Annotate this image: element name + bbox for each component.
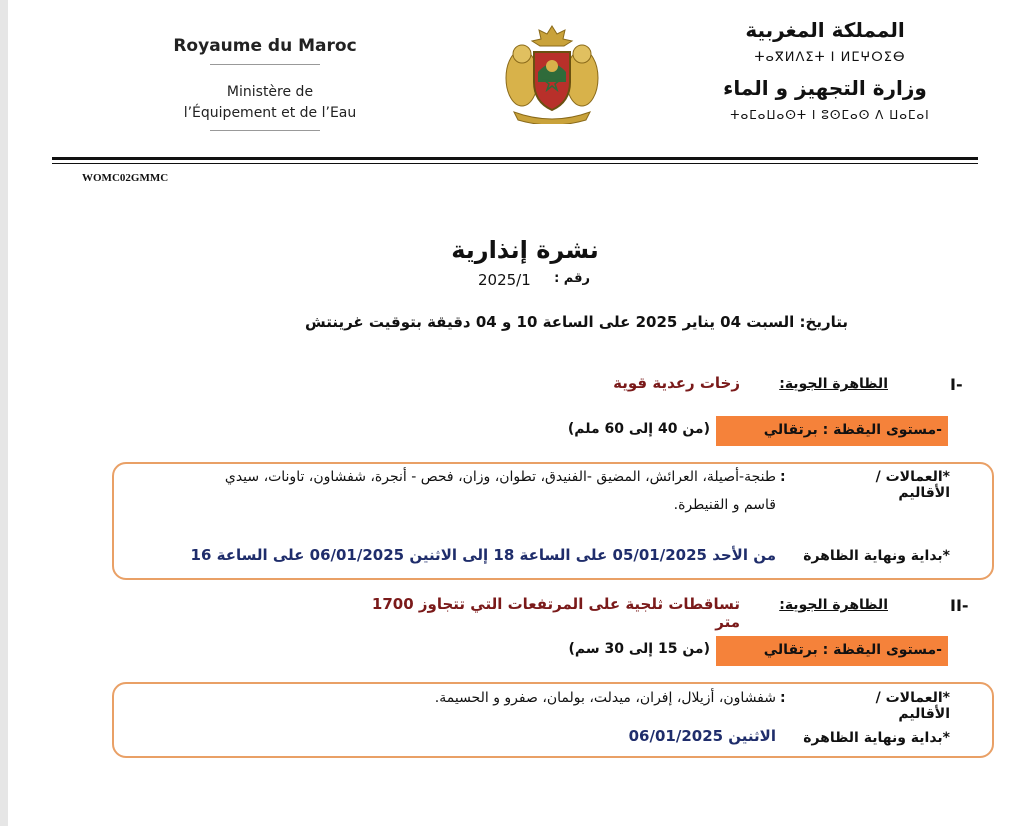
section-2-colon: :	[780, 690, 786, 706]
fr-country: Royaume du Maroc	[173, 36, 357, 56]
section-1-provinces-line1: طنجة-أصيلة، العرائش، المضيق -الفنيدق، تطوان، وزان، فحص - أنجرة، شفشاون، تاونات، سيدي	[224, 469, 776, 485]
section-2-phenomenon-value: تساقطات ثلجية على المرتفعات التي تتجاوز 1700 متر	[371, 595, 740, 631]
section-1-colon: :	[780, 469, 786, 485]
section-1-provinces-label: *العمالات /الأقاليم	[875, 469, 950, 501]
section-1-phenomenon-label: الظاهرة الجوية:	[779, 376, 888, 392]
section-2-numeral: II-	[950, 596, 969, 615]
section-1-period-value: من الأحد 05/01/2025 على الساعة 18 إلى الاثنين 06/01/2025 على الساعة 16	[190, 546, 776, 564]
section-2-phenomenon-label: الظاهرة الجوية:	[779, 597, 888, 613]
header-rule-thin	[52, 163, 978, 164]
number-value: 2025/1	[478, 271, 531, 289]
fr-divider	[210, 64, 320, 65]
bulletin-date: بتاريخ: السبت 04 يناير 2025 على الساعة 10 و 04 دقيقة بتوقيت غرينتش	[305, 313, 848, 331]
document-code: WOMC02GMMC	[82, 172, 169, 184]
tifinagh-ministry: ⵜⴰⵎⴰⵡⴰⵙⵜ ⵏ ⵓⵙⵎⴰⵙ ⴷ ⵡⴰⵎⴰⵏ	[730, 108, 930, 122]
coat-of-arms-icon	[500, 20, 604, 124]
section-2-alert-bar	[716, 636, 948, 666]
section-2-period-label: *بداية ونهاية الظاهرة	[803, 730, 950, 746]
section-1-alert-label: -مستوى اليقظة : برتقالي	[763, 422, 942, 438]
bulletin-number	[470, 271, 590, 291]
fr-ministry-line2: l’Équipement et de l’Eau	[183, 105, 357, 121]
section-2-provinces-line1: شفشاون، أزيلال، إفران، ميدلت، بولمان، صفرو و الحسيمة.	[434, 690, 776, 706]
page-edge	[0, 0, 8, 826]
header-rule-thick	[52, 157, 978, 160]
section-1-phenomenon-value: زخات رعدية قوية	[613, 374, 740, 392]
section-2-alert-range: (من 15 إلى 30 سم)	[568, 641, 710, 657]
section-1-period-label: *بداية ونهاية الظاهرة	[803, 548, 950, 564]
section-1-alert-range: (من 40 إلى 60 ملم)	[567, 421, 710, 437]
fr-divider-bottom	[210, 130, 320, 131]
fr-ministry-line1: Ministère de	[226, 84, 314, 100]
section-1-numeral: I-	[950, 375, 963, 394]
tifinagh-country: ⵜⴰⴳⵍⴷⵉⵜ ⵏ ⵍⵎⵖⵔⵉⴱ	[754, 50, 906, 65]
bulletin-title: نشرة إنذارية	[451, 236, 599, 264]
ar-ministry: وزارة التجهيز و الماء	[723, 76, 927, 100]
section-2-alert-label: -مستوى اليقظة : برتقالي	[763, 642, 942, 658]
ar-country: المملكة المغربية	[745, 18, 905, 42]
section-2-provinces-label: *العمالات /الأقاليم	[875, 690, 950, 722]
section-1-provinces-line2: قاسم و القنيطرة.	[673, 497, 776, 513]
section-1-alert-bar	[716, 416, 948, 446]
number-label: رقم :	[554, 271, 590, 286]
section-2-period-value: الاثنين 06/01/2025	[628, 727, 776, 745]
